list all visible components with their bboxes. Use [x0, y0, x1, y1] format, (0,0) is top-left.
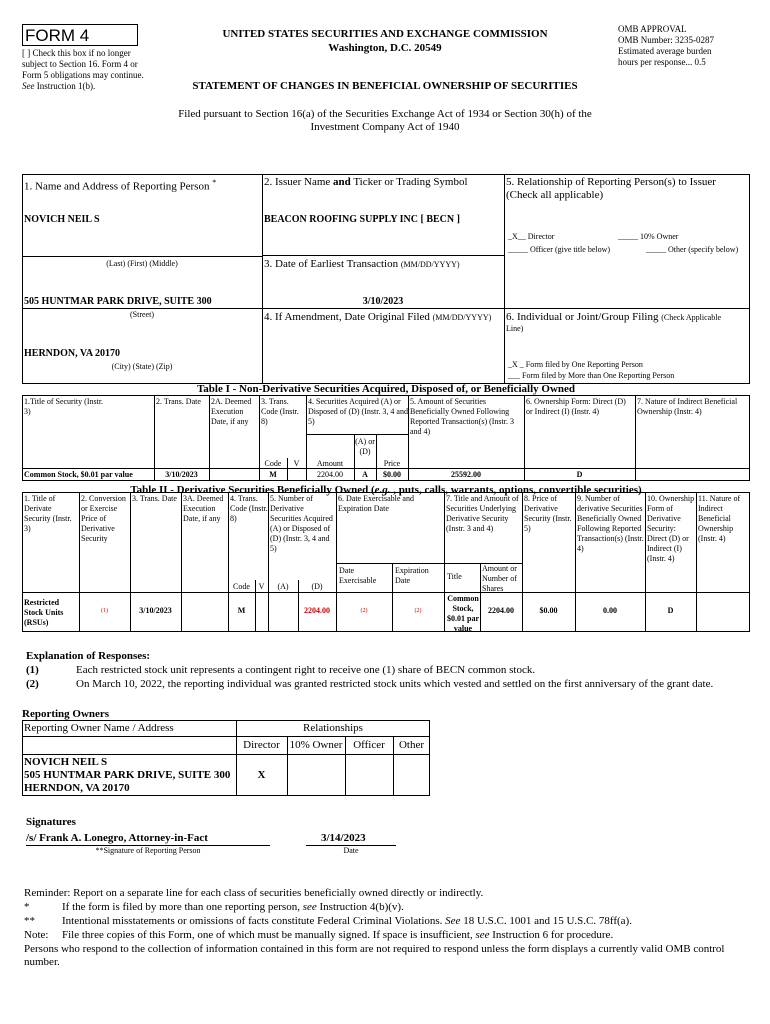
double-star-note: [62, 915, 752, 928]
table1-title: Table I - Non-Derivative Securities Acquired, Disposed of, or Beneficially Owned: [196, 383, 576, 395]
divider: [524, 395, 525, 481]
box2-label-a: 2. Issuer Name: [264, 176, 334, 188]
t1-col1: 1.Title of Security (Instr. 3): [24, 397, 104, 416]
omb-line-3: Estimated average burden: [618, 46, 712, 56]
t2-sub-v: V: [258, 582, 265, 591]
t2-row-deriv-price: $0.00: [539, 606, 558, 615]
filed-line-1: Filed pursuant to Section 16(a) of the Securities Exchange Act of 1934 or Section 30(h) of the: [178, 108, 592, 120]
owners-col-officer: Officer: [353, 739, 385, 751]
t2-col8: 8. Price of Derivative Security (Instr. 5): [524, 494, 572, 533]
t2-col3a: 3A. Deemed Execution Date, if any: [183, 494, 224, 523]
box5-label-2: (Check all applicable): [506, 189, 604, 201]
note-text-a: File three copies of this Form, one of which must be manually signed. If space is insufficient,: [62, 929, 476, 941]
divider: [22, 592, 750, 593]
t2-col4: 4. Trans. Code (Instr. 8): [230, 494, 268, 523]
star-see: see: [302, 901, 317, 913]
explanation-text-1: Each restricted stock unit represents a contingent right to receive one (1) share of BECN common stock.: [76, 664, 536, 676]
t1-col4: 4. Securities Acquired (A) or Disposed of (D) (Instr. 3, 4 and 5): [308, 397, 408, 426]
box6-label-text: 6. Individual or Joint/Group Filing: [506, 311, 662, 323]
street-caption: (Street): [130, 310, 154, 319]
checkbox-text: [ ] Check this box if no longer subject to Section 16. Form 4 or Form 5 obligations may continue.: [22, 48, 144, 80]
owner-line-1: NOVICH NEIL S: [24, 756, 108, 768]
t2-row-expiration: [392, 606, 444, 619]
t1-sub-price: Price: [383, 459, 401, 468]
t1-row-date: 3/10/2023: [165, 470, 198, 479]
t2-col11: 11. Nature of Indirect Beneficial Ownership (Instr. 4): [698, 494, 741, 543]
t2-sub-amount: Amount or Number of Shares: [482, 564, 517, 593]
double-star-marker: **: [24, 915, 35, 927]
box2-label-b: Ticker or Trading Symbol: [350, 176, 468, 188]
t1-sub-code: Code: [264, 459, 282, 468]
t2-col2: 2. Conversion or Exercise Price of Derivative Security: [81, 494, 126, 543]
t1-row-price: $0.00: [383, 470, 401, 479]
omb-line-4: hours per response... 0.5: [618, 57, 706, 67]
star-marker: *: [24, 901, 30, 913]
box1-label-star: *: [212, 178, 217, 187]
divider: [408, 395, 409, 481]
reminder-text: Reminder: Report on a separate line for each class of securities beneficially owned directly or indirectly.: [24, 887, 484, 899]
agency-city: Washington, D.C. 20549: [328, 42, 442, 54]
t2-sub-title: Title: [447, 572, 462, 581]
filing-option-more: ___ Form filed by More than One Reporting Person: [508, 371, 675, 380]
explanation-heading: Explanation of Responses:: [26, 650, 151, 662]
t1-sub-v: V: [293, 459, 300, 468]
signer-caption: **Signature of Reporting Person: [95, 846, 201, 855]
t2-col5: 5. Number of Derivative Securities Acquired (A) or Disposed of (D) (Instr. 3, 4 and 5): [270, 494, 333, 553]
owner-line-3: HERNDON, VA 20170: [24, 782, 130, 794]
owner-director-mark: X: [257, 769, 266, 781]
box4-label-small: (MM/DD/YYYY): [432, 313, 492, 322]
t1-col6: 6. Ownership Form: Direct (D) or Indirect (I) (Instr. 4): [526, 397, 626, 416]
t2-row-date: 3/10/2023: [139, 606, 172, 615]
t2-col3: 3. Trans. Date: [132, 494, 177, 503]
filing-option-one: _X _ Form filed by One Reporting Person: [508, 360, 643, 369]
t1-col5: 5. Amount of Securities Beneficially Owned Following Reported Transaction(s) (Instr. 3 and 4): [410, 397, 514, 436]
earliest-transaction-date: 3/10/2023: [362, 296, 404, 307]
omb-persons-notice: Persons who respond to the collection of information contained in this form are not required to respond unless the form displays a currently valid OMB control number.: [24, 943, 725, 968]
form-title-box: [22, 24, 138, 46]
officer-option: _____ Officer (give title below): [508, 245, 611, 254]
owners-col-name: Reporting Owner Name / Address: [24, 722, 174, 734]
divider: [480, 563, 481, 632]
t2-row-und-amount: 2204.00: [488, 606, 514, 615]
instruction-text: Instruction 1(b).: [36, 81, 96, 91]
explanation-text-2: On March 10, 2022, the reporting individual was granted restricted stock units which vested and settled on the first anniversary of the grant date.: [76, 678, 714, 690]
see-text: See: [22, 81, 35, 91]
note-see: see: [475, 929, 490, 941]
ten-percent-owner-option: _____ 10% Owner: [618, 232, 679, 241]
divider: [262, 255, 504, 256]
omb-line-1: OMB APPROVAL: [618, 24, 687, 34]
t1-sub-aord: (A) or (D): [355, 437, 375, 456]
other-option: _____ Other (specify below): [646, 245, 739, 254]
t2-col10: 10. Ownership Form of Derivative Security: Direct (D) or Indirect (I) (Instr. 4): [647, 494, 695, 563]
statement-title: STATEMENT OF CHANGES IN BENEFICIAL OWNERSHIP OF SECURITIES: [192, 80, 578, 92]
table2-title-b: , puts, calls, warrants, options, convertible securities): [390, 484, 642, 496]
t2-row-price: [79, 606, 130, 619]
owners-col-ten: 10% Owner: [289, 739, 343, 751]
box5-label: [506, 176, 748, 202]
divider: [696, 492, 697, 632]
issuer-name: BEACON ROOFING SUPPLY INC [ BECN ]: [264, 214, 460, 225]
box1-label: [24, 176, 216, 194]
t1-row-aord: A: [362, 470, 368, 479]
box3-label-small: (MM/DD/YYYY): [400, 260, 460, 269]
signer-name: /s/ Frank A. Lonegro, Attorney-in-Fact: [26, 832, 208, 844]
divider: [22, 736, 430, 737]
omb-line-2: OMB Number: 3235-0287: [618, 35, 714, 45]
explanation-num-2: (2): [26, 678, 39, 690]
t2-col6: 6. Date Exercisable and Expiration Date: [338, 494, 414, 513]
reporting-person-city: HERNDON, VA 20170: [24, 348, 121, 359]
t2-sub-expiration: Expiration Date: [395, 566, 429, 585]
note-text-b: Instruction 6 for procedure.: [489, 929, 614, 941]
dstar-text-b: 18 U.S.C. 1001 and 15 U.S.C. 78ff(a).: [460, 915, 632, 927]
top-boxes-frame: [22, 174, 750, 384]
omb-approval: [618, 24, 758, 68]
box2-label: [264, 176, 468, 189]
t1-sub-amount: Amount: [316, 459, 344, 468]
t2-sub-code: Code: [233, 582, 250, 591]
owners-col-relationships: Relationships: [303, 722, 363, 734]
t1-row-form: D: [576, 470, 583, 479]
divider: [22, 308, 262, 309]
divider: [154, 395, 155, 481]
t2-row-form: D: [667, 606, 674, 615]
owners-col-director: Director: [243, 739, 280, 751]
divider: [262, 174, 263, 384]
star-note: [62, 901, 752, 914]
t2-row-code: M: [237, 606, 246, 615]
t1-row-code: M: [269, 470, 277, 479]
reporting-person-name: NOVICH NEIL S: [24, 214, 100, 225]
box2-label-and: and: [333, 176, 351, 188]
owner-line-2: 505 HUNTMAR PARK DRIVE, SUITE 300: [24, 769, 231, 781]
explanation-num-1: (1): [26, 664, 39, 676]
divider: [306, 434, 408, 435]
divider: [22, 754, 430, 755]
box1-label-text: 1. Name and Address of Reporting Person: [24, 180, 210, 193]
t2-row-disposed: 2204.00: [304, 606, 330, 615]
box5-label-1: 5. Relationship of Reporting Person(s) to Issuer: [506, 176, 716, 188]
table2-title-eg: e.g.: [374, 484, 391, 496]
t1-col3: 3. Trans. Code (Instr. 8): [261, 397, 299, 426]
t2-sub-exercisable: Date Exercisable: [339, 566, 377, 585]
divider: [444, 492, 445, 632]
signature-date: 3/14/2023: [321, 832, 366, 844]
t2-row-title: Restricted Stock Units (RSUs): [24, 598, 64, 627]
t2-sub-d: (D): [311, 582, 323, 591]
agency-name: UNITED STATES SECURITIES AND EXCHANGE COMMISSION: [222, 28, 548, 40]
divider: [268, 492, 269, 632]
t1-col2: 2. Trans. Date: [156, 397, 201, 406]
t2-col1: 1. Title of Derivate Security (Instr. 3): [24, 494, 72, 533]
divider: [504, 174, 505, 384]
t1-col2a: 2A. Deemed Execution Date, if any: [211, 397, 252, 426]
t1-row-title: Common Stock, $0.01 par value: [24, 470, 133, 479]
box6-label: [506, 311, 748, 334]
table2-title-a: Table II - Derivative Securities Beneficially Owned (: [130, 484, 375, 496]
signatures-heading: Signatures: [26, 816, 76, 828]
reporting-person-street: 505 HUNTMAR PARK DRIVE, SUITE 300: [24, 296, 212, 307]
footnote-2-ref: (2): [360, 608, 368, 614]
box3-label: [264, 258, 460, 271]
t1-row-amount: 2204.00: [317, 470, 343, 479]
date-caption: Date: [343, 846, 359, 855]
director-option: _X__ Director: [508, 232, 555, 241]
t2-sub-a: (A): [277, 582, 289, 591]
checkbox-notice: [22, 48, 150, 92]
filed-line-2: Investment Company Act of 1940: [310, 121, 460, 133]
footnote-2-ref: (2): [414, 608, 422, 614]
divider: [181, 492, 182, 632]
divider: [392, 563, 393, 632]
note-label: Note:: [24, 929, 49, 941]
t2-row-exercisable: [336, 606, 392, 619]
t2-row-und-title: Common Stock, $0.01 par value: [447, 594, 479, 633]
note-text: [62, 929, 752, 942]
divider: [209, 395, 210, 481]
form-title: FORM 4: [25, 26, 90, 45]
box6-label-line: Line): [506, 324, 524, 333]
owners-col-other: Other: [398, 739, 425, 751]
owners-heading: Reporting Owners: [22, 708, 110, 720]
t1-row-owned: 25592.00: [451, 470, 481, 479]
box4-label: [264, 311, 491, 324]
dstar-see: See: [445, 915, 461, 927]
name-caption: (Last) (First) (Middle): [106, 259, 178, 268]
star-text-b: Instruction 4(b)(v).: [316, 901, 404, 913]
box6-label-small: (Check Applicable: [661, 313, 721, 322]
divider: [22, 256, 262, 257]
t2-row-owned: 0.00: [603, 606, 617, 615]
dstar-text-a: Intentional misstatements or omissions of facts constitute Federal Criminal Violations.: [62, 915, 446, 927]
filed-pursuant: [100, 108, 670, 134]
divider: [635, 395, 636, 481]
box3-label-text: 3. Date of Earliest Transaction: [264, 258, 401, 270]
footnote-1-ref: (1): [101, 608, 108, 614]
t2-col7: 7. Title and Amount of Securities Underlying Derivative Security (Instr. 3 and 4): [446, 494, 519, 533]
divider: [262, 308, 750, 309]
t2-col9: 9. Number of derivative Securities Beneficially Owned Following Reported Transaction(s) (Instr. 4): [577, 494, 644, 553]
t1-col7: 7. Nature of Indirect Beneficial Ownership (Instr. 4): [637, 397, 738, 416]
box4-label-text: 4. If Amendment, Date Original Filed: [264, 311, 433, 323]
star-text-a: If the form is filed by more than one reporting person,: [62, 901, 303, 913]
city-caption: (City) (State) (Zip): [111, 362, 173, 371]
